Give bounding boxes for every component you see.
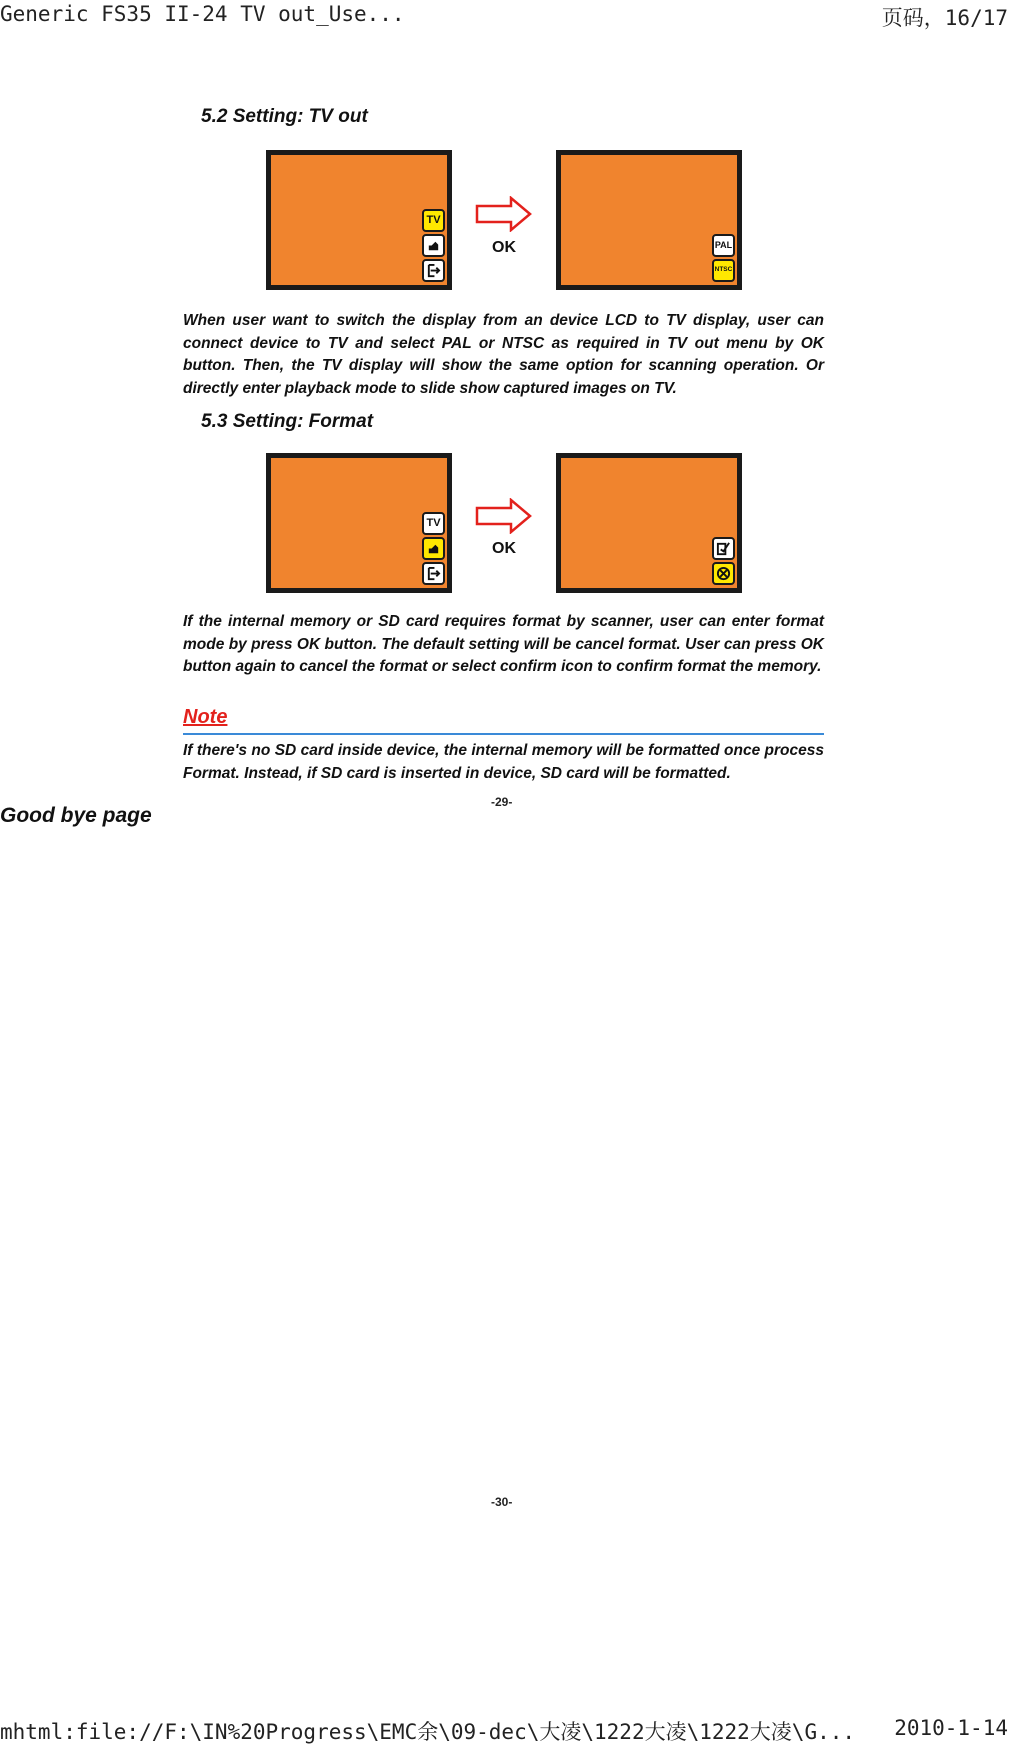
section-heading-format: 5.3 Setting: Format xyxy=(201,411,374,432)
page-number: -30- xyxy=(491,1495,513,1509)
section-heading-tv-out: 5.2 Setting: TV out xyxy=(201,106,368,127)
cancel-icon xyxy=(712,562,735,585)
exit-icon xyxy=(422,562,445,585)
ok-label: OK xyxy=(492,540,516,557)
print-footer-path: mhtml:file://F:\IN%20Progress\EMC余\09-dec\大凌\1222大凌\1222大凌\G... xyxy=(0,1720,856,1744)
device-screen-before xyxy=(266,453,452,593)
confirm-icon xyxy=(712,537,735,560)
print-header-page-indicator: 页码，16/17 xyxy=(881,6,1008,30)
page-number: -29- xyxy=(491,795,513,809)
print-header-title: Generic FS35 II-24 TV out_Use... xyxy=(0,2,405,26)
tv-icon: TV xyxy=(422,512,445,535)
format-description: If the internal memory or SD card requires format by scanner, user can enter format mode by press OK button. The default setting will be cancel format. User can press OK button again to cancel the format or select confirm icon to confirm format the memory. xyxy=(183,613,824,676)
tv-icon: TV xyxy=(422,209,445,232)
ok-label: OK xyxy=(492,239,516,256)
device-screen-after xyxy=(556,453,742,593)
note-body: If there's no SD card inside device, the internal memory will be formatted once process Format. Instead, if SD card is inserted in device, SD card will be formatted. xyxy=(183,742,824,782)
format-icon xyxy=(422,234,445,257)
arrow-right-icon xyxy=(475,498,533,534)
tv-out-description: When user want to switch the display from an device LCD to TV display, user can connect device to TV and select PAL or NTSC as required in TV out menu by OK button. Then, the TV display will show the same option for scanning operation. Or directly enter playback mode to slide show captured images on TV. xyxy=(183,312,824,397)
device-screen-before xyxy=(266,150,452,290)
print-footer-date: 2010-1-14 xyxy=(894,1716,1008,1740)
note-divider xyxy=(183,733,824,735)
goodbye-heading: Good bye page xyxy=(0,804,152,827)
format-icon xyxy=(422,537,445,560)
pal-icon: PAL xyxy=(712,234,735,257)
exit-icon xyxy=(422,259,445,282)
device-screen-after xyxy=(556,150,742,290)
arrow-right-icon xyxy=(475,196,533,232)
ntsc-icon: NTSC xyxy=(712,259,735,282)
note-label: Note xyxy=(183,706,228,728)
